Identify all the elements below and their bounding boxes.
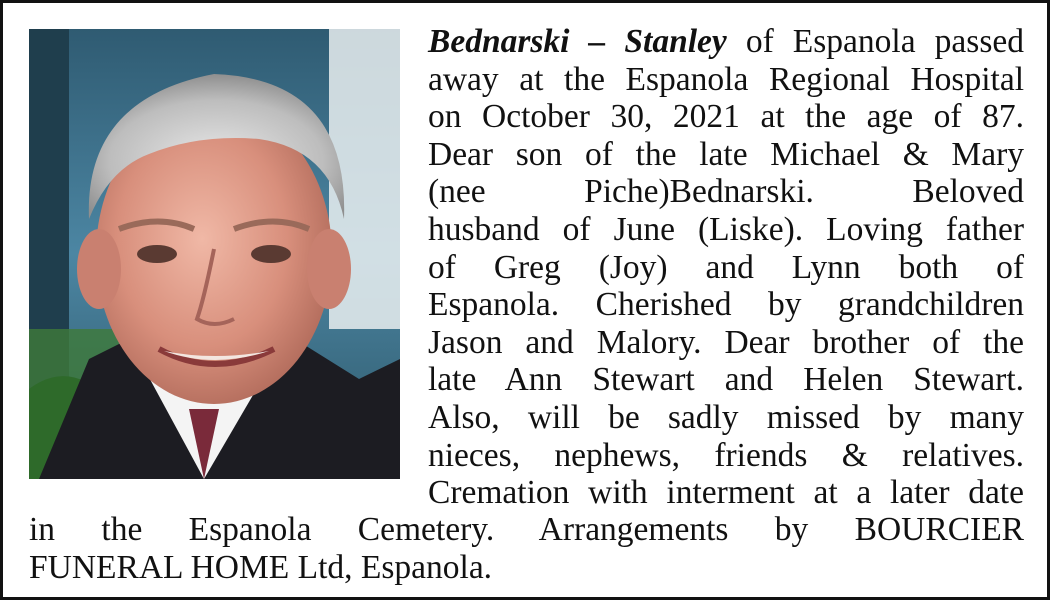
text-line-4: Dear son of the late Michael & Mary	[428, 135, 1024, 173]
text-line-15: FUNERAL HOME Ltd, Espanola.	[29, 548, 493, 586]
text-line-9: Jason and Malory. Dear brother of the	[428, 323, 1024, 361]
obituary-column-text	[428, 23, 1024, 512]
text-line-6: husband of June (Liske). Loving father	[428, 210, 1024, 248]
text-line-2: away at the Espanola Regional Hospital	[428, 60, 1024, 98]
text-line-14: in the Espanola Cemetery. Arrangements by BOURCIER	[29, 511, 1024, 548]
text-line-1-rest: of Espanola passed	[726, 23, 1024, 60]
obituary-full-width-text	[29, 511, 1024, 586]
text-line-3: on October 30, 2021 at the age of 87.	[428, 98, 1024, 136]
deceased-name: Bednarski – Stanley	[428, 23, 727, 60]
text-line-10: late Ann Stewart and Helen Stewart.	[428, 361, 1024, 399]
text-line-7: of Greg (Joy) and Lynn both of	[428, 248, 1024, 286]
text-line-12: nieces, nephews, friends & relatives.	[428, 436, 1024, 474]
text-line-11: Also, will be sadly missed by many	[428, 398, 1024, 436]
portrait-photo	[29, 29, 400, 479]
text-line-8: Espanola. Cherished by grandchildren	[428, 286, 1024, 324]
text-line-13: Cremation with interment at a later date	[428, 474, 1024, 512]
text-line-1	[428, 23, 1024, 61]
text-line-5: (nee Piche)Bednarski. Beloved	[428, 173, 1024, 211]
